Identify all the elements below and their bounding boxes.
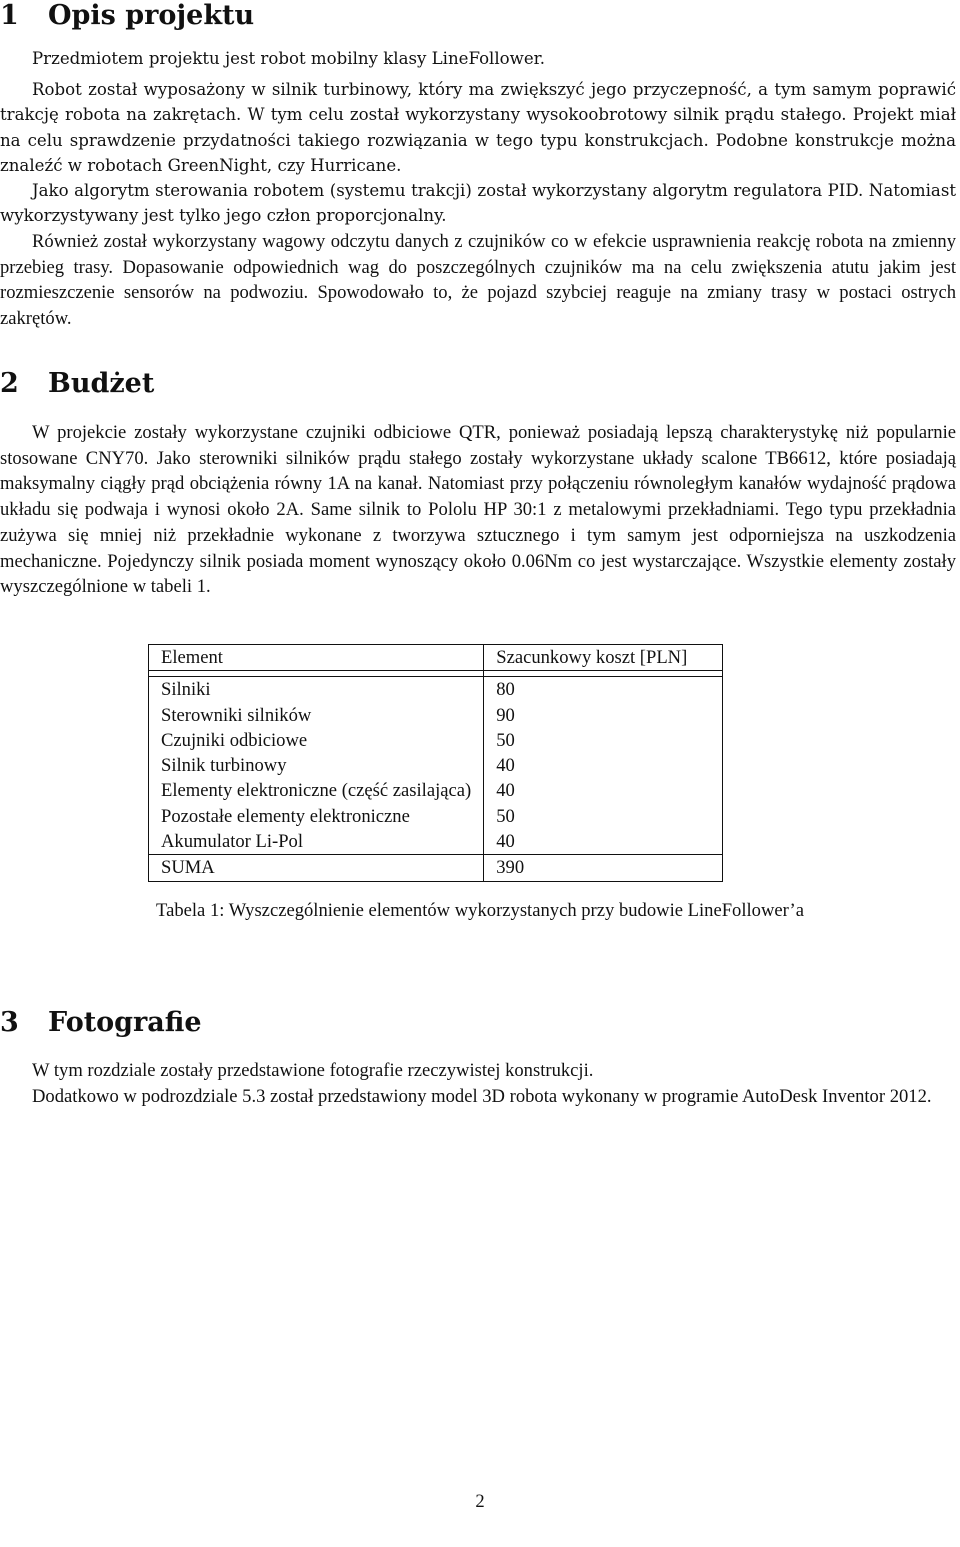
paragraph <box>0 1084 956 1110</box>
table-cell-cost: 80 <box>484 677 723 703</box>
paragraph-text: W projekcie zostały wykorzystane czujniki odbiciowe QTR, ponieważ posiadają lepszą charakterystykę niż popularnie stosowane CNY70. Jako sterowniki silników prądu stałego zostały wykorzystane układy scalone TB6612, które posiadają maksymalny ciągły prąd obciążenia równy 1A na kanał. Natomiast przy połączeniu równoległym kanałów wydajność prądowa układu się podwaja i wynosi około 2A. Same silnik to Pololu HP 30:1 z metalowymi przekładniami. Tego typu przekładnia zużywa się mniej niż przekładnie wykonane z tworzywa sztucznego i tym samym jest odporniejsza na uszkodzenia mechaniczne. Pojedynczy silnik posiada moment wynoszący około 0.06Nm co jest wystarczające. Wszystkie elementy zostały wyszczególnione w tabeli 1. <box>0 422 956 598</box>
table-cell-element: Silniki <box>149 677 484 703</box>
paragraph <box>0 420 956 600</box>
table-row <box>149 829 723 855</box>
table-total-label: SUMA <box>149 855 484 881</box>
table-total-row <box>149 855 723 881</box>
table-row <box>149 703 723 728</box>
paragraph-text: Robot został wyposażony w silnik turbinowy, który ma zwiększyć jego przyczepność, a tym samym poprawić trakcję robota na zakrętach. W tym celu został wykorzystany wysokoobrotowy silnik prądu stałego. Projekt miał na celu sprawdzenie przydatności takiego rozwiązania w tego typu konstrukcjach. Podobne konstrukcje można znaleźć w robotach GreenNight, czy Hurricane. <box>0 80 956 176</box>
paragraph-text: Dodatkowo w podrozdziale 5.3 został przedstawiony model 3D robota wykonany w programie AutoDesk Inventor 2012. <box>32 1086 932 1107</box>
section-title: Fotografie <box>48 1007 202 1038</box>
table-cell-element: Sterowniki silników <box>149 703 484 728</box>
table-cell-cost: 40 <box>484 778 723 803</box>
table-cell-element: Czujniki odbiciowe <box>149 728 484 753</box>
section-heading-1 <box>0 0 254 32</box>
paragraph <box>0 1058 956 1084</box>
paragraph <box>0 77 956 179</box>
table-cell-cost: 40 <box>484 829 723 855</box>
section-number: 1 <box>0 0 19 31</box>
paragraph <box>0 178 956 229</box>
table-header-element: Element <box>149 645 484 671</box>
table-header-cost: Szacunkowy koszt [PLN] <box>484 645 723 671</box>
table-cell-element: Akumulator Li-Pol <box>149 829 484 855</box>
budget-table <box>148 644 723 882</box>
table-row <box>149 753 723 778</box>
paragraph-text: W tym rozdziale zostały przedstawione fotografie rzeczywistej konstrukcji. <box>32 1060 594 1081</box>
table-cell-cost: 90 <box>484 703 723 728</box>
section-heading-3 <box>0 1007 202 1039</box>
table-header-row <box>149 645 723 671</box>
table-row <box>149 778 723 803</box>
table-total-value: 390 <box>484 855 723 881</box>
table-cell-element: Pozostałe elementy elektroniczne <box>149 804 484 829</box>
section-title: Budżet <box>48 368 155 399</box>
paragraph <box>0 46 956 71</box>
table-row <box>149 677 723 703</box>
section-number: 3 <box>0 1007 19 1038</box>
table-row <box>149 728 723 753</box>
paragraph <box>0 229 956 332</box>
section-number: 2 <box>0 368 19 399</box>
table-cell-cost: 40 <box>484 753 723 778</box>
table-caption: Tabela 1: Wyszczególnienie elementów wykorzystanych przy budowie LineFollower’a <box>156 900 804 921</box>
paragraph-text: Również został wykorzystany wagowy odczytu danych z czujników co w efekcie usprawnienia reakcję robota na zmienny przebieg trasy. Dopasowanie odpowiednich wag do poszczególnych czujników ma na celu zwiększenia atutu jakim jest rozmieszczenie sensorów na podwoziu. Spowodowało to, że pojazd szybciej reaguje na zmiany trasy w postaci ostrych zakrętów. <box>0 231 956 330</box>
table-cell-element: Silnik turbinowy <box>149 753 484 778</box>
table-cell-element: Elementy elektroniczne (część zasilająca) <box>149 778 484 803</box>
table-cell-cost: 50 <box>484 728 723 753</box>
table-row <box>149 804 723 829</box>
paragraph-text: Jako algorytm sterowania robotem (systemu trakcji) został wykorzystany algorytm regulatora PID. Natomiast wykorzystywany jest tylko jego człon proporcjonalny. <box>0 181 956 226</box>
section-title: Opis projektu <box>48 0 255 31</box>
section-heading-2 <box>0 368 154 400</box>
table-cell-cost: 50 <box>484 804 723 829</box>
paragraph-text: Przedmiotem projektu jest robot mobilny klasy LineFollower. <box>32 49 546 68</box>
page-number: 2 <box>475 1491 485 1512</box>
